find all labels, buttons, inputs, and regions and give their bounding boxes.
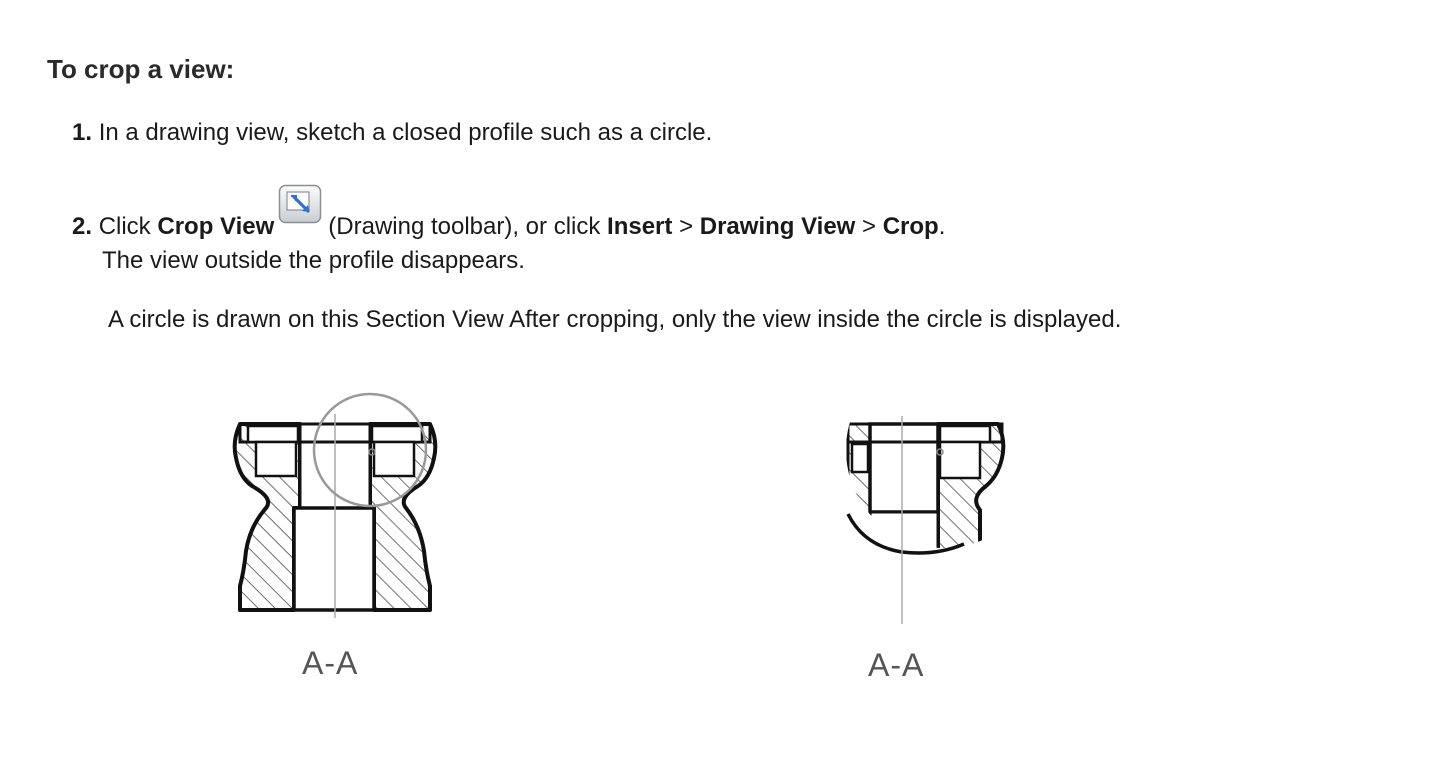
insert-menu: Insert — [607, 213, 673, 240]
step-2-note: The view outside the profile disappears. — [102, 247, 525, 274]
step-text: In a drawing view, sketch a closed profile such as a circle. — [98, 119, 713, 146]
crop-view-command: Crop View — [157, 213, 275, 240]
section-view-with-circle — [222, 386, 452, 626]
step-end: . — [938, 213, 946, 240]
crop-menu: Crop — [882, 213, 939, 240]
step-click-text: Click — [98, 213, 151, 240]
drawing-view-menu: Drawing View — [699, 213, 856, 240]
cropped-section-view — [840, 410, 1020, 630]
crop-view-icon[interactable] — [278, 184, 322, 224]
section-label-left: A-A — [302, 645, 359, 681]
toolbar-text: (Drawing toolbar), or click — [328, 213, 601, 240]
figure-caption: A circle is drawn on this Section View After cropping, only the view inside the circle is displayed. — [108, 306, 1122, 333]
menu-separator: > — [679, 213, 694, 240]
step-number: 1. — [72, 119, 93, 146]
menu-separator: > — [862, 213, 877, 240]
step-number: 2. — [72, 213, 93, 240]
section-label-right: A-A — [868, 647, 925, 683]
section-heading: To crop a view: — [47, 54, 235, 84]
step-1 — [72, 119, 712, 147]
step-2 — [72, 198, 945, 241]
